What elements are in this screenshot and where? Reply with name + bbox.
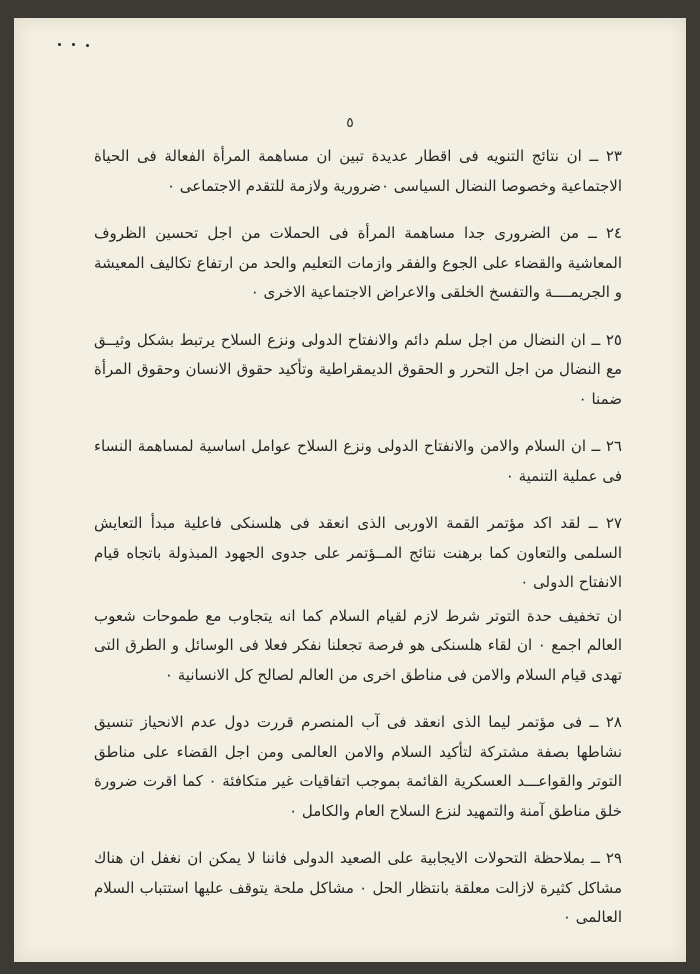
paragraph-23: ٢٣ ــ ان نتائج التنويه فى اقطار عديدة تبين ان مساهمة المرأة الفعالة فى الحياة الاجتماعية وخصوصا النضال السياسى ٠ضرورية ولازمة للتقدم الاجتماعى ٠ (94, 147, 622, 195)
paragraph-28: ٢٨ ــ فى مؤتمر ليما الذى انعقد فى آب المنصرم قررت دول عدم الانحياز تنسيق نشاطها بصفة مشتركة لتأكيد السلام والامن العالمى ومن اجل القضاء على مناطق التوتر والقواعـــد العسكرية القائمة بموجب اتفاقيات غير متكافئة ٠ كما اقرت ضرورة خلق مناطق آمنة والتمهيد لنزع السلاح العام والكامل ٠ (94, 713, 622, 820)
punch-mark (86, 44, 89, 47)
punch-mark (72, 43, 75, 46)
paragraph-26: ٢٦ ــ ان السلام والامن والانفتاح الدولى ونزع السلاح عوامل اساسية لمساهمة النساء فى عملية التنمية ٠ (94, 437, 622, 485)
paragraph-25: ٢٥ ــ ان النضال من اجل سلم دائم والانفتاح الدولى ونزع السلاح يرتبط بشكل وثيــق مع النضال من اجل التحرر و الحقوق الديمقراطية وتأكيد حقوق الانسان وحقوق المرأة ضمنا ٠ (94, 330, 622, 408)
paragraph-27: ٢٧ ــ لقد اكد مؤتمر القمة الاوربى الذى انعقد فى هلسنكى فاعلية مبدأ التعايش السلمى والتعاون كما برهنت نتائج المــؤتمر على جدوى الجهود المبذولة باتجاه قيام الانفتاح الدولى ٠ (94, 514, 622, 591)
punch-mark (58, 43, 61, 46)
paragraph-27-continuation: ان تخفيف حدة التوتر شرط لازم لقيام السلام كما انه يتجاوب مع طموحات شعوب العالم اجمع ٠ ان لقاء هلسنكى هو فرصة تجعلنا نفكر فعلا فى الوسائل و الطرق التى تهدى قيام السلام والامن فى مناطق اخرى من العالم لصالح كل الانسانية ٠ (94, 606, 622, 684)
paragraph-29: ٢٩ ــ بملاحظة التحولات الايجابية على الصعيد الدولى فاننا لا يمكن ان نغفل ان هناك مشاكل كثيرة لازالت معلقة بانتظار الحل ٠ مشاكل ملحة يتوقف عليها استتباب السلام العالمى ٠ (94, 849, 623, 926)
document-page (14, 18, 686, 962)
document-body (94, 142, 622, 951)
page-number: ٥ (346, 115, 354, 131)
paragraph-24: ٢٤ ــ من الضرورى جدا مساهمة المرأة فى الحملات من اجل تحسين الظروف المعاشية والقضاء على الجوع والفقر وازمات التعليم والحد من ارتفاع تكاليف المعيشة و الجريمــــة والتفسخ الخلقى والاعراض الاجتماعية الاخرى ٠ (94, 224, 622, 301)
